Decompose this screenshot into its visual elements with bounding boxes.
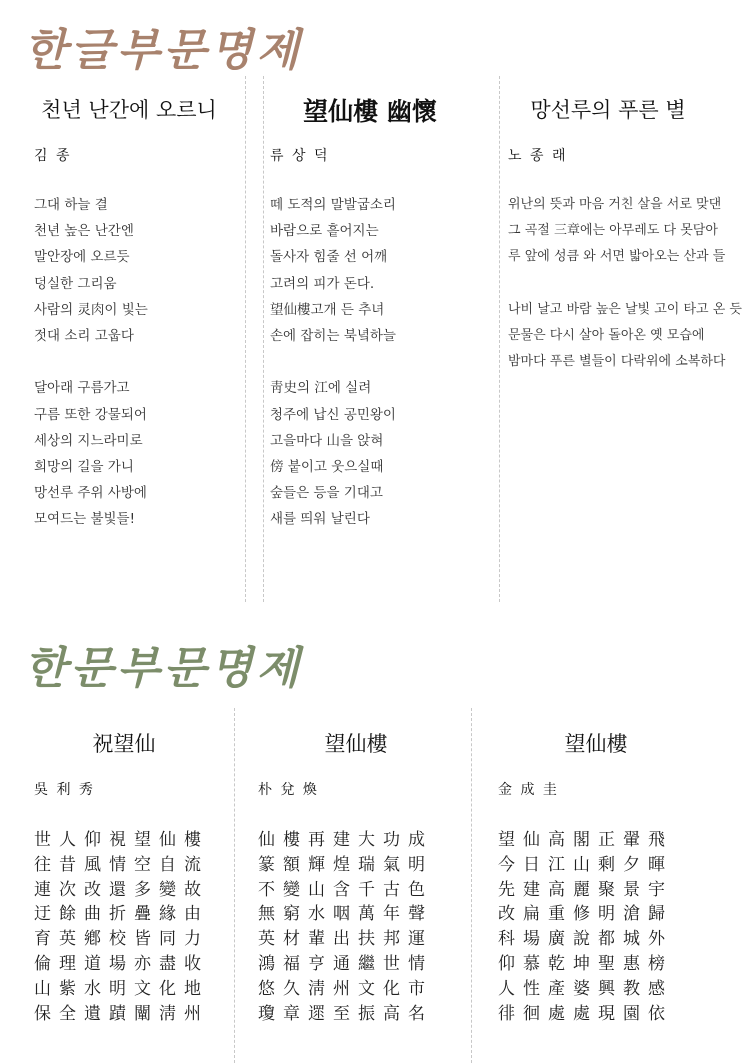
column-divider <box>245 76 246 602</box>
poem-author: 朴 兌 煥 <box>258 782 319 798</box>
poem-line: 悠久淸州文化市 <box>258 978 433 999</box>
poem-author: 吳 利 秀 <box>34 782 95 798</box>
column-divider <box>471 708 472 1063</box>
poem-line: 保全遺蹟闡淸州 <box>34 1003 209 1024</box>
stanza-gap <box>34 349 148 375</box>
poem-line: 靑史의 江에 실려 <box>270 380 372 397</box>
poem-line: 청주에 납신 공민왕이 <box>270 406 396 423</box>
poem-line: 科場廣說都城外 <box>498 929 673 950</box>
hanmun-section-title: 한문부문명제 <box>24 643 304 694</box>
poem-line: 育英鄕校皆同力 <box>34 929 209 950</box>
poem-body <box>34 828 209 1026</box>
poem-line: 망선루 주위 사방에 <box>34 485 147 502</box>
poem-line: 달아래 구름가고 <box>34 380 130 397</box>
poem-line: 改扁重修明滄歸 <box>498 904 673 925</box>
poem-body <box>258 828 433 1026</box>
poem-line: 望仙樓고개 든 추녀 <box>270 301 385 318</box>
hangul-section-title: 한글부문명제 <box>24 25 304 76</box>
poem-author: 김 종 <box>34 148 72 164</box>
column-divider <box>263 76 264 602</box>
poem-line: 山紫水明文化地 <box>34 978 209 999</box>
poem-line: 人性產婆興教感 <box>498 978 673 999</box>
poem-line: 바람으로 흩어지는 <box>270 223 379 240</box>
poem-line: 그 곡절 三章에는 아무레도 다 못담아 <box>508 223 718 239</box>
poem-body <box>34 192 148 532</box>
poem-line: 새를 띄워 날린다 <box>270 511 370 528</box>
poem-line: 나비 날고 바람 높은 날빛 고이 타고 온 듯 <box>508 301 742 317</box>
poem-author: 金 成 圭 <box>498 782 559 798</box>
poem-line: 고을마다 山을 앉혀 <box>270 432 384 449</box>
column-divider <box>234 708 235 1063</box>
poem-line: 밤마다 푸른 별들이 다락위에 소복하다 <box>508 354 726 370</box>
poem-line: 루 앞에 성큼 와 서면 밟아오는 산과 들 <box>508 249 726 265</box>
poem-line: 세상의 지느라미로 <box>34 432 143 449</box>
poem-line: 모여드는 불빛들! <box>34 511 135 528</box>
poem-title: 천년 난간에 오르니 <box>41 98 217 122</box>
poem-title: 望仙樓 <box>324 732 388 756</box>
poem-title: 祝望仙 <box>92 732 156 756</box>
poem-line: 희망의 길을 가니 <box>34 458 134 475</box>
poem-line: 말안장에 오르듯 <box>34 249 130 266</box>
poem-line: 今日江山剩夕暉 <box>498 854 673 875</box>
poem-line: 떼 도적의 말발굽소리 <box>270 197 396 213</box>
poem-line: 위난의 뜻과 마음 거친 살을 서로 맞댄 <box>508 197 722 212</box>
poem-line: 連次改還多變故 <box>34 879 209 900</box>
poem-line: 구름 또한 강물되어 <box>34 406 147 423</box>
poem-body <box>270 192 396 532</box>
poem-line: 고려의 피가 돈다. <box>270 275 375 292</box>
poem-line: 瓊章遝至振高名 <box>258 1003 433 1024</box>
poem-line: 숲들은 등을 기대고 <box>270 485 383 502</box>
poem-line: 傍 붙이고 웃으실때 <box>270 458 384 475</box>
poem-line: 仙樓再建大功成 <box>258 830 433 850</box>
poem-line: 世人仰視望仙樓 <box>34 830 209 850</box>
poem-body <box>508 192 742 375</box>
poem-line: 英材輩出扶邦運 <box>258 929 433 950</box>
poem-line: 鴻福亨通繼世情 <box>258 953 433 974</box>
poem-line: 先建高麗聚景宇 <box>498 879 673 900</box>
poem-line: 篆額輝煌瑞氣明 <box>258 854 433 875</box>
column-divider <box>499 76 500 602</box>
poem-line: 사람의 灵肉이 빛는 <box>34 301 148 318</box>
poem-line: 徘徊處處現園依 <box>498 1003 673 1024</box>
poem-line: 不變山含千古色 <box>258 879 433 900</box>
poem-line: 望仙高閣正翬飛 <box>498 830 673 850</box>
poem-line: 迂餘曲折疊緣由 <box>34 904 209 925</box>
poem-body <box>498 828 673 1026</box>
poem-author: 노 종 래 <box>508 148 568 164</box>
poem-title: 望仙樓 幽懷 <box>303 97 437 126</box>
poem-line: 그대 하늘 결 <box>34 197 108 213</box>
stanza-gap <box>270 349 396 375</box>
poem-line: 往昔風情空自流 <box>34 854 209 875</box>
stanza-gap <box>508 271 742 297</box>
poem-line: 천년 높은 난간엔 <box>34 223 134 240</box>
poem-line: 돌사자 힘줄 선 어깨 <box>270 249 388 266</box>
poem-author: 류 상 덕 <box>270 148 330 164</box>
poem-line: 문물은 다시 살아 돌아온 옛 모습에 <box>508 327 705 343</box>
poem-title: 望仙樓 <box>564 732 628 756</box>
poem-line: 仰慕乾坤聖惠榜 <box>498 953 673 974</box>
poem-title: 망선루의 푸른 별 <box>530 98 686 122</box>
poem-line: 倫理道場亦盡收 <box>34 953 209 974</box>
poem-line: 無窮水咽萬年聲 <box>258 904 433 925</box>
poem-line: 젓대 소리 고웁다 <box>34 327 134 344</box>
poem-line: 손에 잡히는 북녘하늘 <box>270 327 396 344</box>
poem-line: 덩실한 그리움 <box>34 275 117 292</box>
